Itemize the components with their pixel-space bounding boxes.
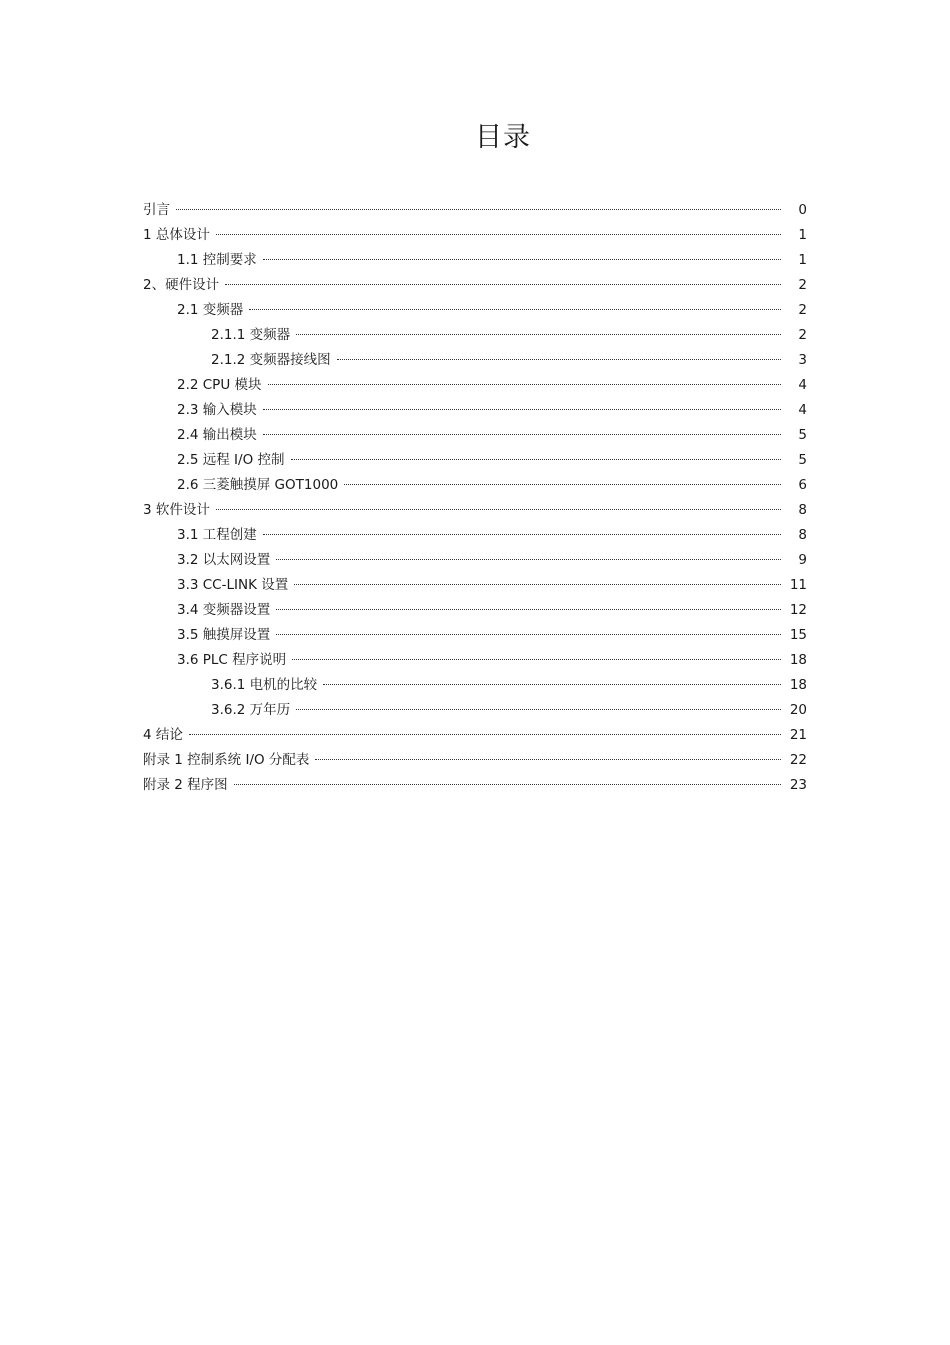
toc-entry-label: 2.6 三菱触摸屏 GOT1000 (177, 477, 339, 493)
toc-entry-page: 21 (789, 727, 807, 743)
toc-entry-label: 3.1 工程创建 (177, 527, 257, 543)
dot-leader (247, 292, 783, 314)
toc-entry-page: 5 (798, 427, 807, 443)
toc-entry-page: 5 (798, 452, 807, 468)
toc-entry[interactable] (143, 517, 807, 542)
toc-entry[interactable] (143, 717, 807, 742)
toc-entry-page: 2 (798, 277, 807, 293)
dot-leader (294, 317, 783, 339)
toc-entry-label: 2.2 CPU 模块 (177, 377, 262, 393)
toc-entry[interactable] (143, 217, 807, 242)
toc-entry[interactable] (143, 592, 807, 617)
toc-entry-page: 1 (798, 227, 807, 243)
toc-entry-label: 附录 2 程序图 (143, 777, 228, 793)
toc-entry[interactable] (143, 367, 807, 392)
dot-leader (261, 392, 783, 414)
toc-entry-page: 22 (789, 752, 807, 768)
toc-entry-page: 6 (798, 477, 807, 493)
dot-leader (232, 767, 783, 789)
toc-entry[interactable] (143, 267, 807, 292)
dot-leader (261, 417, 783, 439)
toc-entry-page: 23 (789, 777, 807, 793)
toc-entry-page: 8 (798, 527, 807, 543)
toc-entry[interactable] (143, 492, 807, 517)
toc-entry-label: 3.3 CC-LINK 设置 (177, 577, 289, 593)
toc-entry-page: 11 (789, 577, 807, 593)
toc-entry-page: 15 (789, 627, 807, 643)
dot-leader (174, 192, 783, 214)
toc-entry[interactable] (143, 542, 807, 567)
page-title: 目录 (475, 122, 531, 153)
toc-entry[interactable] (143, 317, 807, 342)
toc-entry-label: 2.1.2 变频器接线图 (211, 352, 331, 368)
toc-entry-label: 3.4 变频器设置 (177, 602, 271, 618)
toc-entry[interactable] (143, 417, 807, 442)
toc-entry[interactable] (143, 467, 807, 492)
dot-leader (321, 667, 783, 689)
dot-leader (313, 742, 783, 764)
dot-leader (294, 692, 783, 714)
dot-leader (266, 367, 783, 389)
toc-entry-label: 4 结论 (143, 727, 183, 743)
table-of-contents (143, 192, 807, 792)
toc-entry-page: 18 (789, 677, 807, 693)
toc-entry-label: 1.1 控制要求 (177, 252, 257, 268)
dot-leader (274, 617, 783, 639)
dot-leader (214, 492, 783, 514)
toc-entry-label: 3.6.2 万年历 (211, 702, 291, 718)
toc-entry-label: 引言 (143, 202, 170, 218)
toc-entry[interactable] (143, 342, 807, 367)
dot-leader (223, 267, 783, 289)
toc-entry[interactable] (143, 242, 807, 267)
toc-entry[interactable] (143, 767, 807, 792)
toc-entry-page: 2 (798, 302, 807, 318)
toc-entry-label: 2.1.1 变频器 (211, 327, 291, 343)
dot-leader (261, 517, 783, 539)
dot-leader (290, 642, 783, 664)
toc-entry-page: 18 (789, 652, 807, 668)
toc-entry-page: 2 (798, 327, 807, 343)
toc-entry[interactable] (143, 567, 807, 592)
toc-entry-label: 附录 1 控制系统 I/O 分配表 (143, 752, 310, 768)
toc-entry-page: 20 (789, 702, 807, 718)
dot-leader (274, 592, 783, 614)
toc-entry-page: 1 (798, 252, 807, 268)
toc-entry[interactable] (143, 742, 807, 767)
dot-leader (187, 717, 783, 739)
toc-entry-page: 3 (798, 352, 807, 368)
toc-entry[interactable] (143, 392, 807, 417)
dot-leader (335, 342, 783, 364)
toc-entry-label: 2.1 变频器 (177, 302, 244, 318)
toc-entry-label: 2.3 输入模块 (177, 402, 257, 418)
toc-entry[interactable] (143, 692, 807, 717)
toc-entry[interactable] (143, 292, 807, 317)
dot-leader (261, 242, 783, 264)
dot-leader (292, 567, 783, 589)
toc-entry[interactable] (143, 442, 807, 467)
toc-entry-page: 9 (798, 552, 807, 568)
toc-entry[interactable] (143, 192, 807, 217)
toc-entry[interactable] (143, 642, 807, 667)
toc-entry-page: 4 (798, 377, 807, 393)
toc-entry-page: 0 (798, 202, 807, 218)
toc-entry-page: 4 (798, 402, 807, 418)
toc-entry-label: 2.5 远程 I/O 控制 (177, 452, 285, 468)
toc-entry-label: 3.6 PLC 程序说明 (177, 652, 287, 668)
dot-leader (289, 442, 784, 464)
toc-entry-page: 8 (798, 502, 807, 518)
toc-entry-label: 1 总体设计 (143, 227, 210, 243)
toc-entry-label: 3.2 以太网设置 (177, 552, 271, 568)
toc-entry[interactable] (143, 667, 807, 692)
toc-entry-label: 3.5 触摸屏设置 (177, 627, 271, 643)
toc-entry-page: 12 (789, 602, 807, 618)
dot-leader (214, 217, 783, 239)
dot-leader (274, 542, 783, 564)
toc-entry-label: 2、硬件设计 (143, 277, 220, 293)
toc-entry-label: 3 软件设计 (143, 502, 210, 518)
toc-entry[interactable] (143, 617, 807, 642)
toc-entry-label: 2.4 输出模块 (177, 427, 257, 443)
dot-leader (342, 467, 783, 489)
toc-entry-label: 3.6.1 电机的比较 (211, 677, 318, 693)
